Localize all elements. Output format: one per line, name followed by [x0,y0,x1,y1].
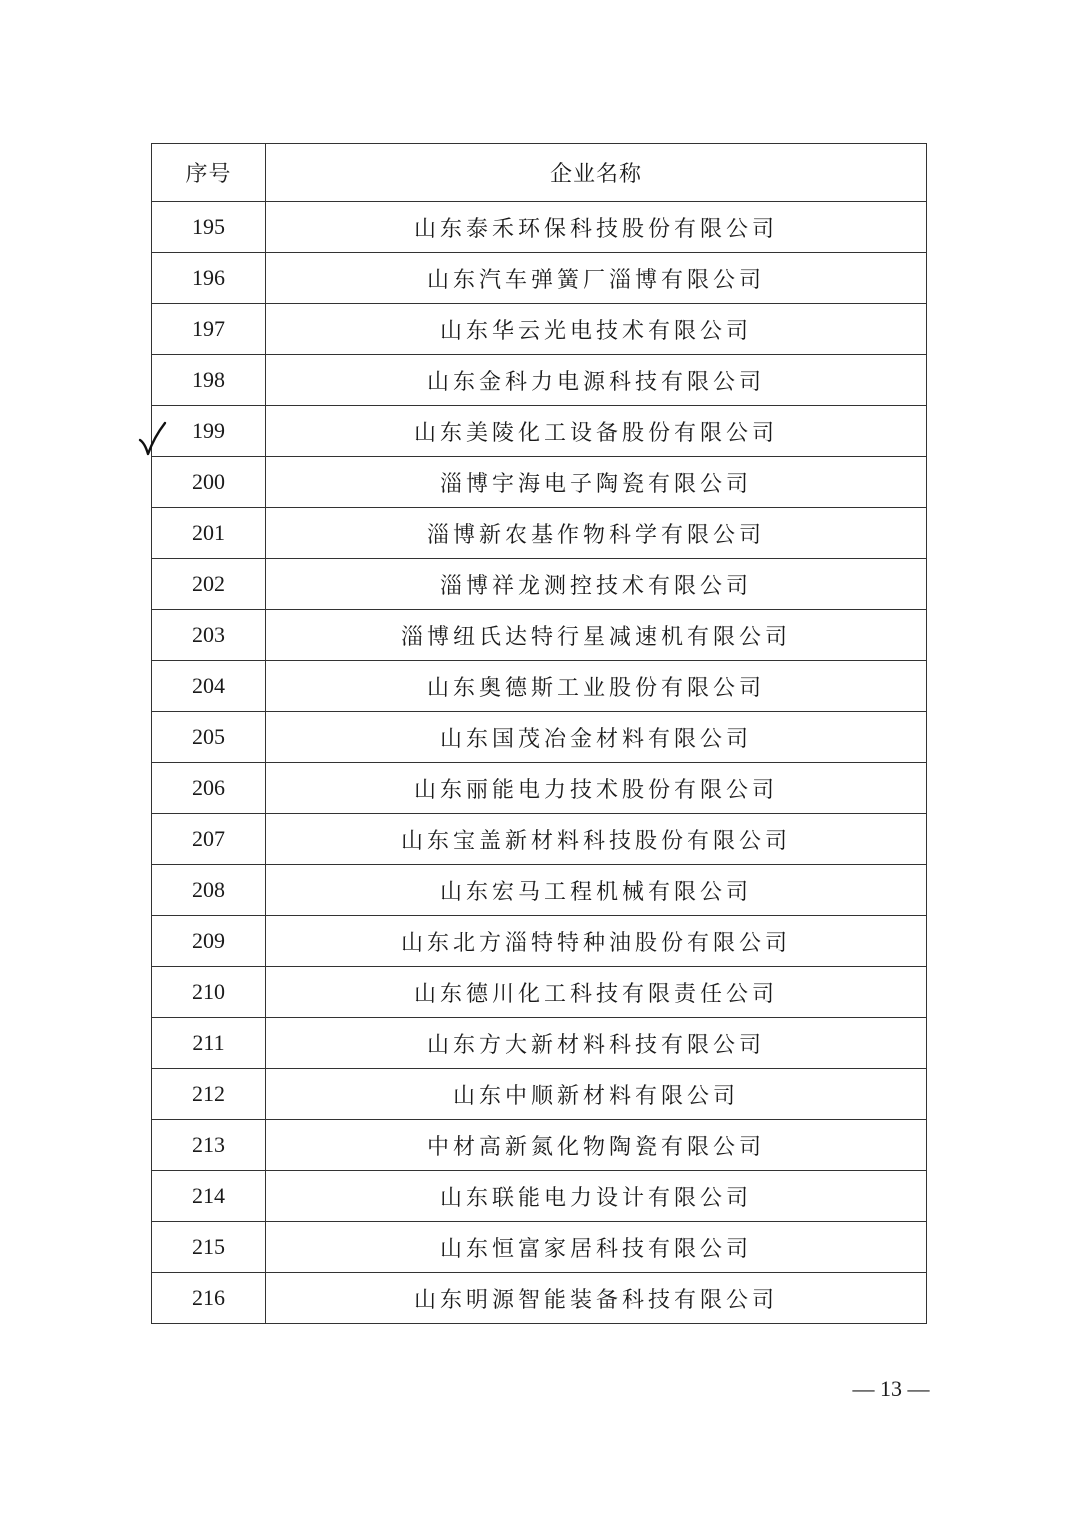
serial-number-cell: 201 [152,508,266,559]
company-name-cell: 山东中顺新材料有限公司 [266,1069,927,1120]
table-row [152,1171,927,1222]
company-name-cell: 山东丽能电力技术股份有限公司 [266,763,927,814]
serial-number-cell: 212 [152,1069,266,1120]
serial-number-cell: 200 [152,457,266,508]
serial-number-cell: 215 [152,1222,266,1273]
company-name-cell: 山东宏马工程机械有限公司 [266,865,927,916]
serial-number-cell: 211 [152,1018,266,1069]
serial-number-cell: 198 [152,355,266,406]
serial-number-cell: 208 [152,865,266,916]
company-name-cell: 山东奥德斯工业股份有限公司 [266,661,927,712]
company-name-cell: 山东联能电力设计有限公司 [266,1171,927,1222]
table-row [152,1273,927,1324]
table-row [152,1222,927,1273]
serial-number-cell: 209 [152,916,266,967]
serial-number-cell: 204 [152,661,266,712]
serial-number-cell: 213 [152,1120,266,1171]
table-row [152,355,927,406]
table-header-row [152,144,927,202]
serial-number-cell: 195 [152,202,266,253]
table-row [152,202,927,253]
header-serial-number: 序号 [152,144,266,202]
table-row [152,1120,927,1171]
company-table [151,143,927,1324]
table-row [152,406,927,457]
table-row [152,916,927,967]
company-name-cell: 山东德川化工科技有限责任公司 [266,967,927,1018]
table-row [152,304,927,355]
serial-number-cell: 199 [152,406,266,457]
table-row [152,865,927,916]
company-name-cell: 淄博宇海电子陶瓷有限公司 [266,457,927,508]
company-name-cell: 山东汽车弹簧厂淄博有限公司 [266,253,927,304]
company-name-cell: 山东金科力电源科技有限公司 [266,355,927,406]
company-name-cell: 淄博祥龙测控技术有限公司 [266,559,927,610]
table-row [152,610,927,661]
table-row [152,763,927,814]
table-row [152,814,927,865]
table-row [152,457,927,508]
serial-number-cell: 205 [152,712,266,763]
table-body [152,202,927,1324]
company-name-cell: 山东华云光电技术有限公司 [266,304,927,355]
table-row [152,967,927,1018]
serial-number-cell: 197 [152,304,266,355]
table-row [152,1069,927,1120]
serial-number-cell: 202 [152,559,266,610]
page-number: — 13 — [852,1376,930,1401]
serial-number-cell: 203 [152,610,266,661]
company-name-cell: 淄博纽氏达特行星减速机有限公司 [266,610,927,661]
serial-number-cell: 206 [152,763,266,814]
table-row [152,508,927,559]
company-name-cell: 中材高新氮化物陶瓷有限公司 [266,1120,927,1171]
check-mark-icon [137,421,167,457]
company-name-cell: 山东方大新材料科技有限公司 [266,1018,927,1069]
table-row [152,559,927,610]
table-row [152,1018,927,1069]
serial-number-cell: 214 [152,1171,266,1222]
company-name-cell: 山东国茂冶金材料有限公司 [266,712,927,763]
company-name-cell: 山东恒富家居科技有限公司 [266,1222,927,1273]
serial-number-cell: 196 [152,253,266,304]
table-row [152,661,927,712]
header-company-name: 企业名称 [266,144,927,202]
company-name-cell: 山东泰禾环保科技股份有限公司 [266,202,927,253]
table-row [152,712,927,763]
serial-number-cell: 216 [152,1273,266,1324]
serial-number-cell: 210 [152,967,266,1018]
serial-number-cell: 207 [152,814,266,865]
company-name-cell: 淄博新农基作物科学有限公司 [266,508,927,559]
table-row [152,253,927,304]
company-name-cell: 山东美陵化工设备股份有限公司 [266,406,927,457]
company-name-cell: 山东北方淄特特种油股份有限公司 [266,916,927,967]
company-name-cell: 山东明源智能装备科技有限公司 [266,1273,927,1324]
company-name-cell: 山东宝盖新材料科技股份有限公司 [266,814,927,865]
